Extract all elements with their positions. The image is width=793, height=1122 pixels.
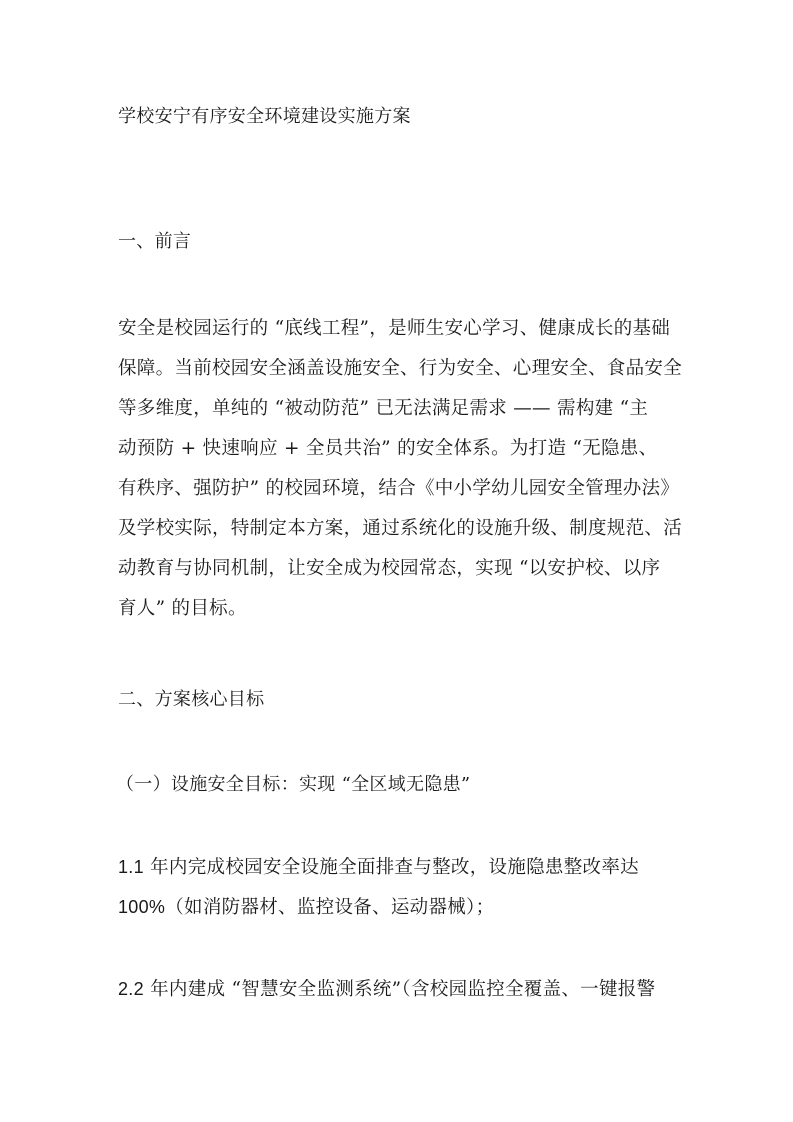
paragraph-line: 保障。当前校园安全涵盖设施安全、行为安全、心理安全、食品安全 xyxy=(118,358,683,379)
item-text: 年内建成 “智慧安全监测系统”（含校园监控全覆盖、一键报警 xyxy=(150,979,656,1000)
paragraph-line: 有秩序、强防护” 的校园环境，结合《中小学幼儿园安全管理办法》 xyxy=(118,478,680,499)
subsection-heading-facility-safety: （一）设施安全目标：实现 “全区域无隐患” xyxy=(116,774,471,795)
section-heading-core-goals: 二、方案核心目标 xyxy=(118,689,265,710)
paragraph-line: 等多维度，单纯的 “被动防范” 已无法满足需求 —— 需构建 “主 xyxy=(118,398,649,419)
item-value: 100% xyxy=(118,897,166,917)
list-item-1-1-continued xyxy=(118,895,494,920)
paragraph-line: 动预防 + 快速响应 + 全员共治” 的安全体系。为打造 “无隐患、 xyxy=(118,438,658,459)
paragraph-line: 安全是校园运行的 “底线工程”，是师生安心学习、健康成长的基础 xyxy=(118,318,671,339)
item-text: 年内完成校园安全设施全面排查与整改，设施隐患整改率达 xyxy=(150,857,639,878)
item-number: 2.2 xyxy=(118,979,144,999)
list-item-2-2 xyxy=(118,977,655,1002)
paragraph-line: 育人” 的目标。 xyxy=(118,598,247,619)
section-heading-preface: 一、前言 xyxy=(118,231,192,252)
list-item-1-1 xyxy=(118,855,639,880)
document-title: 学校安宁有序安全环境建设实施方案 xyxy=(118,106,411,127)
paragraph-line: 及学校实际，特制定本方案，通过系统化的设施升级、制度规范、活 xyxy=(118,518,683,539)
item-number: 1.1 xyxy=(118,857,144,877)
paragraph-line: 动教育与协同机制，让安全成为校园常态，实现 “以安护校、以序 xyxy=(118,558,661,579)
item-text: （如消防器材、监控设备、运动器械）； xyxy=(165,897,495,918)
